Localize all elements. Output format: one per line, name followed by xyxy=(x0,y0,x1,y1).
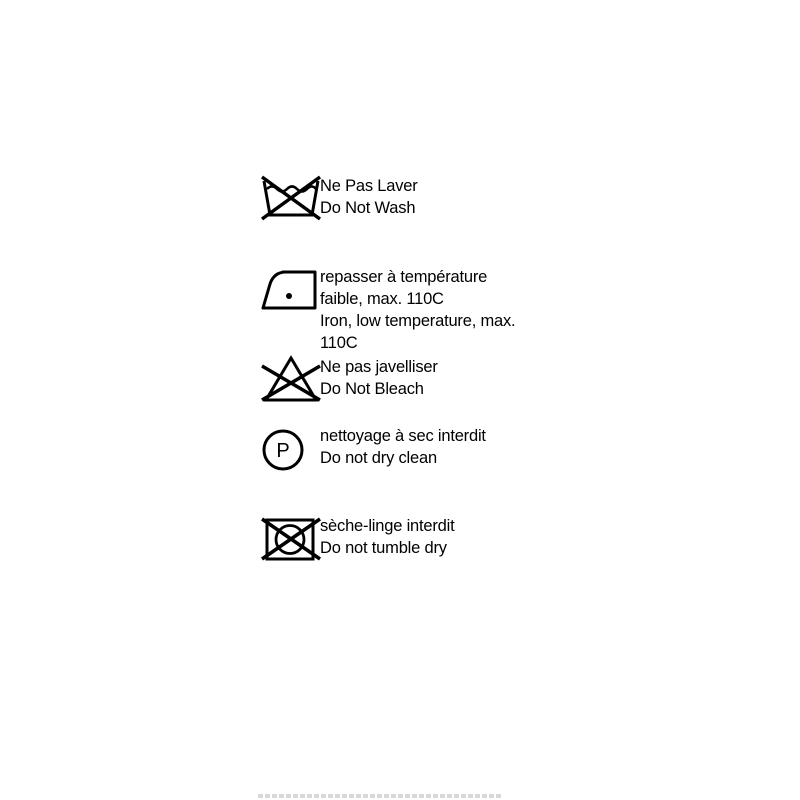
iron-low-temperature-icon xyxy=(260,266,320,312)
iron-svg xyxy=(260,266,322,314)
care-text-english-line-2: 110C xyxy=(320,334,358,352)
care-text-english: Do Not Bleach xyxy=(320,380,424,398)
no-bleach-svg xyxy=(260,356,322,404)
care-text-french: Ne Pas Laver xyxy=(320,177,418,195)
no-tumble-dry-svg xyxy=(260,515,322,563)
no-wash-icon xyxy=(260,175,320,221)
care-text-english-line-1: Iron, low temperature, max. xyxy=(320,312,516,330)
care-text-french: sèche-linge interdit xyxy=(320,517,455,535)
dry-clean-letter: P xyxy=(276,440,290,462)
care-text-english: Do not dry clean xyxy=(320,449,437,467)
dry-clean-svg xyxy=(260,425,322,473)
care-text-iron-low xyxy=(320,266,515,354)
care-text-english: Do not tumble dry xyxy=(320,539,447,557)
care-text-no-bleach xyxy=(320,356,438,400)
care-text-french: Ne pas javelliser xyxy=(320,358,438,376)
care-text-french-line-1: repasser à température xyxy=(320,268,488,286)
care-text-french: nettoyage à sec interdit xyxy=(320,427,486,445)
care-text-no-wash xyxy=(320,175,418,219)
care-text-french-line-2: faible, max. 110C xyxy=(320,290,444,308)
no-tumble-dry-icon xyxy=(260,515,320,561)
care-text-no-dry-clean xyxy=(320,425,486,469)
footer-illegible-text xyxy=(258,794,503,798)
no-wash-svg xyxy=(260,175,322,223)
care-text-no-tumble-dry xyxy=(320,515,455,559)
no-bleach-icon xyxy=(260,356,320,402)
dry-clean-p-icon xyxy=(260,425,320,471)
care-text-english: Do Not Wash xyxy=(320,199,416,217)
